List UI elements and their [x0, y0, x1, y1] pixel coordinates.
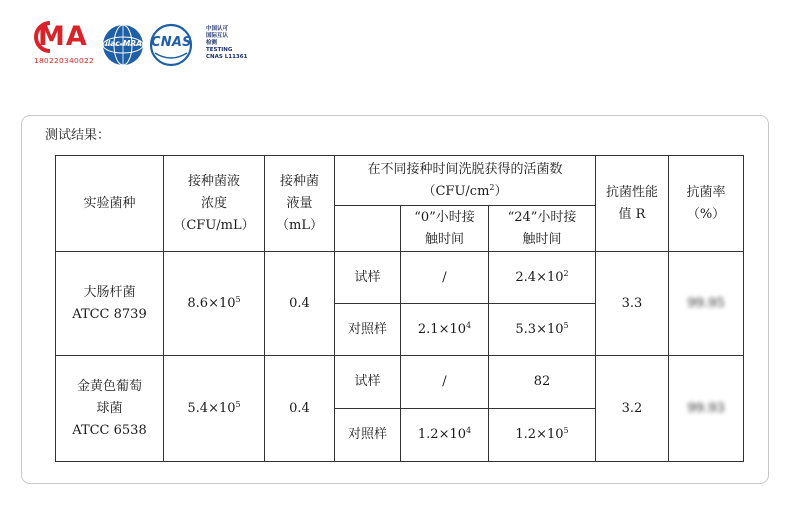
- header-time-0: [401, 206, 489, 252]
- cnas-side-line: TESTING: [206, 47, 233, 53]
- control-t24: [489, 409, 596, 462]
- header-count-unit-sup: 2: [489, 182, 495, 192]
- header-rate-text: 抗菌率: [686, 184, 726, 200]
- species-name: 大肠杆菌: [83, 284, 136, 300]
- control-t0-exp: 4: [466, 320, 472, 330]
- rate-cell: 99.95: [669, 252, 744, 356]
- control-t24-exp: 5: [563, 426, 569, 435]
- control-t24-exp: 5: [563, 320, 569, 330]
- species-cell: [56, 356, 164, 462]
- r-value-cell: 3.2: [596, 356, 669, 462]
- control-t0-exp: 4: [466, 426, 472, 435]
- cma-number: 180220340022: [33, 56, 95, 65]
- volume-cell: 0.4: [265, 252, 335, 356]
- species-name-cont: 球菌: [96, 400, 123, 416]
- control-t24-base: 5.3×10: [515, 321, 564, 337]
- header-rate: [669, 156, 744, 252]
- control-label: 对照样: [335, 304, 401, 356]
- sample-t24: [489, 252, 596, 304]
- header-count-group: [335, 156, 596, 206]
- concentration-exp: 5: [235, 399, 241, 409]
- header-inoculum-concentration: [164, 156, 265, 252]
- header-rate-unit: （%）: [686, 206, 726, 222]
- species-strain: ATCC 8739: [72, 306, 147, 322]
- panel-title: 测试结果：: [45, 128, 111, 143]
- control-t24-base: 1.2×10: [515, 427, 564, 442]
- header-time-24-text: “24”小时接触时间: [507, 209, 577, 247]
- header-count-title: 在不同接种时间洗脱获得的活菌数: [367, 161, 563, 177]
- sample-t24-exp: 2: [563, 268, 569, 278]
- cma-letters: MA: [38, 21, 88, 52]
- concentration-base: 8.6×10: [187, 295, 236, 311]
- species-strain: ATCC 6538: [72, 422, 147, 438]
- header-time-0-text: “0”小时接触时间: [414, 209, 475, 247]
- concentration-cell: [164, 252, 265, 356]
- sample-label: 试样: [335, 252, 401, 304]
- table-row: [56, 356, 744, 409]
- header-species: 实验菌种: [56, 156, 164, 252]
- cnas-side-line: 中国认可: [206, 26, 229, 32]
- header-r-value-text: 抗菌性能值 R: [606, 184, 659, 222]
- header-r-value: [596, 156, 669, 252]
- concentration-exp: 5: [235, 294, 241, 304]
- control-t0: [401, 409, 489, 462]
- species-cell: [56, 252, 164, 356]
- cnas-label: CNAS: [151, 35, 192, 50]
- header-conc-unit: （CFU/mL）: [173, 217, 255, 233]
- cnas-side-line: CNAS L11361: [206, 54, 248, 60]
- control-t0-base: 2.1×10: [417, 321, 466, 337]
- header-count-unit-suffix: ）: [494, 183, 508, 199]
- sample-label: 试样: [335, 356, 401, 409]
- table-row: [56, 252, 744, 304]
- cma-logo: [30, 20, 98, 70]
- header-conc-text: 接种菌液浓度: [187, 173, 240, 211]
- control-label: 对照样: [335, 409, 401, 462]
- volume-cell: 0.4: [265, 356, 335, 462]
- sample-t24-base: 2.4×10: [515, 269, 564, 285]
- header-time-24: [489, 206, 596, 252]
- header-sample-type-empty: [335, 206, 401, 252]
- sample-t24: 82: [489, 356, 596, 409]
- sample-t0: /: [401, 252, 489, 304]
- r-value-cell: 3.3: [596, 252, 669, 356]
- header-volume-text: 接种菌液量: [279, 173, 319, 211]
- cnas-side-line: 检测: [206, 40, 218, 46]
- ilac-label: ilac-MRA: [105, 39, 142, 48]
- control-t0: [401, 304, 489, 356]
- control-t24: [489, 304, 596, 356]
- table-header-row: [56, 156, 744, 206]
- sample-t0: /: [401, 356, 489, 409]
- header-count-unit-prefix: （CFU/cm: [422, 183, 490, 199]
- control-t0-base: 1.2×10: [417, 427, 466, 442]
- header-inoculum-volume: [265, 156, 335, 252]
- rate-cell: 99.93: [669, 356, 744, 462]
- concentration-cell: [164, 356, 265, 462]
- species-name: 金黄色葡萄: [76, 378, 142, 394]
- results-table: [55, 155, 744, 462]
- header-volume-unit: （mL）: [276, 217, 323, 233]
- cnas-side-line: 国际互认: [206, 33, 229, 39]
- header-count-unit: [337, 181, 593, 203]
- concentration-base: 5.4×10: [187, 400, 236, 416]
- cnas-side-text: [206, 26, 247, 61]
